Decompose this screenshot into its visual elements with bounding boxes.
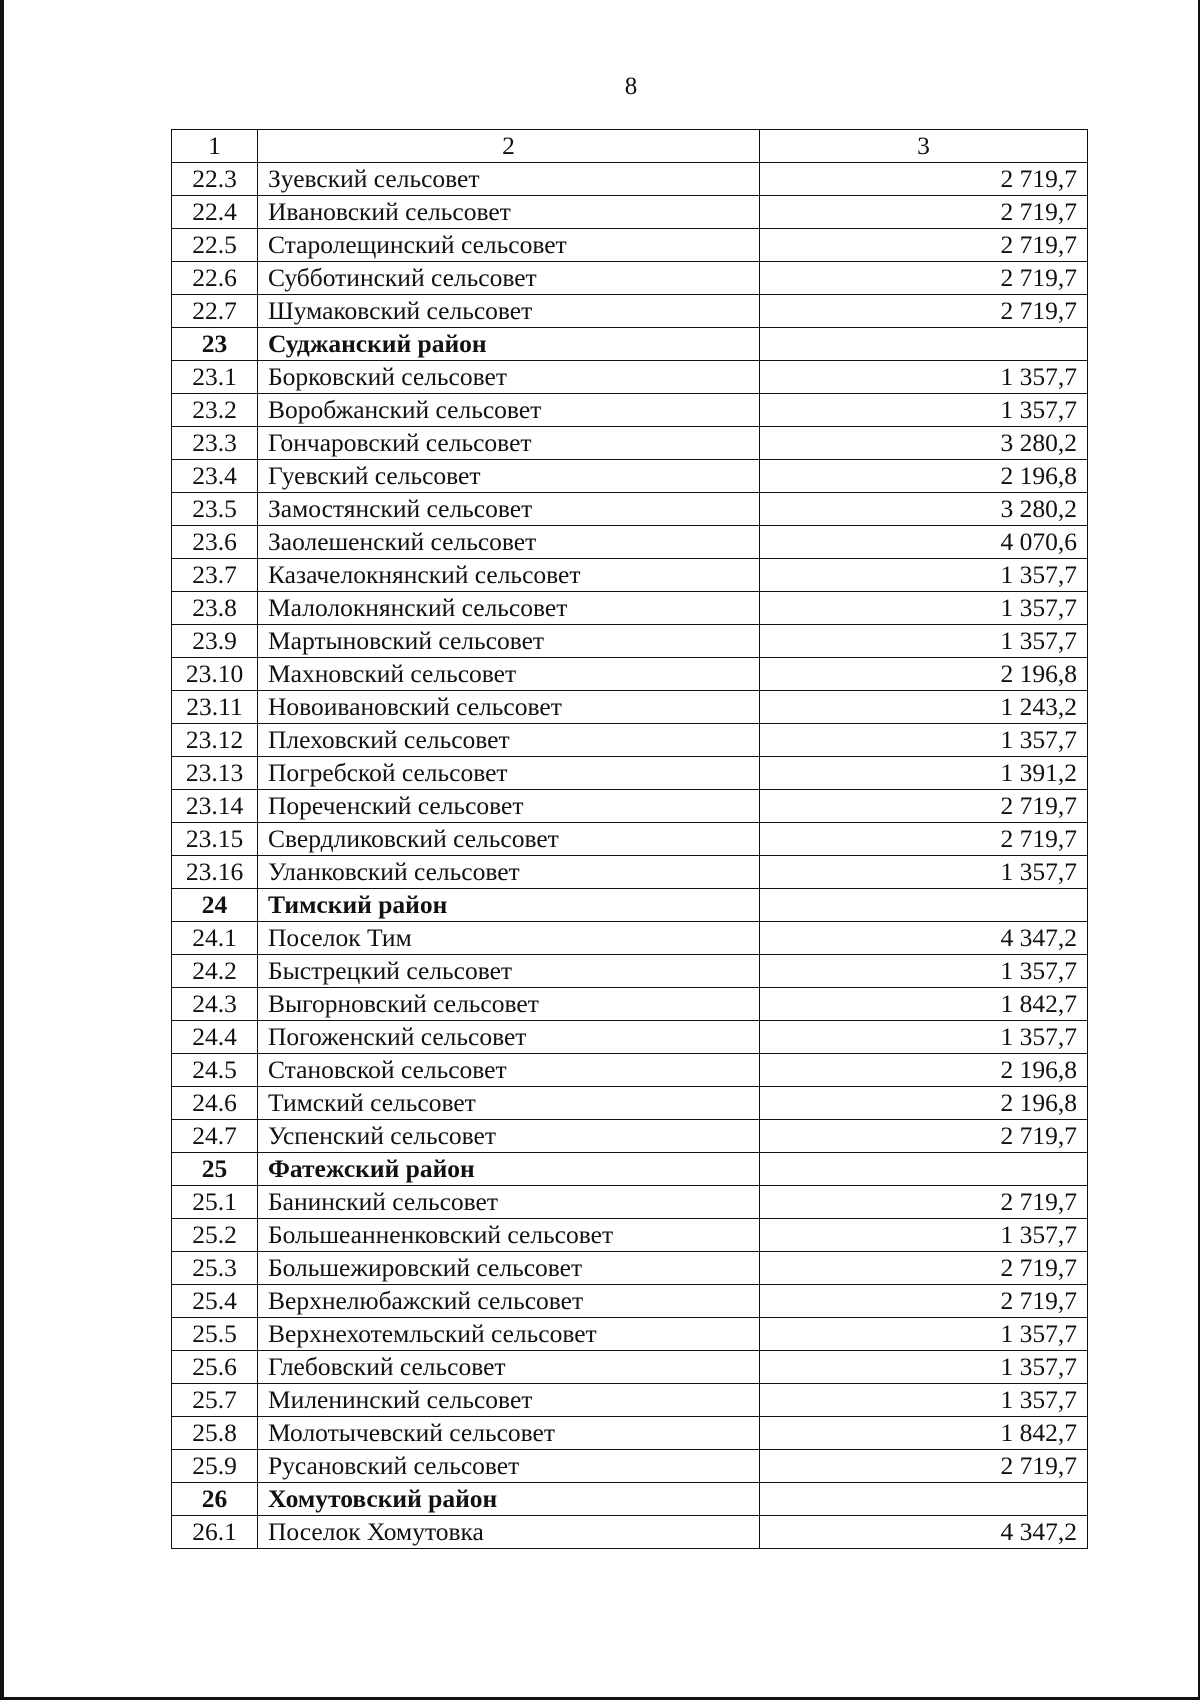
row-value: 4 347,2	[760, 1516, 1088, 1549]
row-value: 2 719,7	[760, 262, 1088, 295]
row-value: 2 719,7	[760, 1450, 1088, 1483]
settlement-name: Мартыновский сельсовет	[258, 625, 760, 658]
header-col-name: 2	[258, 130, 760, 163]
row-number: 23.5	[172, 493, 258, 526]
row-number: 23.8	[172, 592, 258, 625]
table-row	[172, 427, 1088, 460]
table-row	[172, 724, 1088, 757]
row-number: 23.10	[172, 658, 258, 691]
row-value: 1 357,7	[760, 592, 1088, 625]
row-value	[760, 1483, 1088, 1516]
row-number: 23.7	[172, 559, 258, 592]
settlement-name: Глебовский сельсовет	[258, 1351, 760, 1384]
settlement-name: Гуевский сельсовет	[258, 460, 760, 493]
settlement-name: Поселок Хомутовка	[258, 1516, 760, 1549]
row-value	[760, 1153, 1088, 1186]
settlement-name: Гончаровский сельсовет	[258, 427, 760, 460]
table-row	[172, 592, 1088, 625]
row-number: 22.3	[172, 163, 258, 196]
row-number: 25.2	[172, 1219, 258, 1252]
row-number: 25.3	[172, 1252, 258, 1285]
row-value: 1 357,7	[760, 1219, 1088, 1252]
settlement-name: Уланковский сельсовет	[258, 856, 760, 889]
row-value: 2 719,7	[760, 790, 1088, 823]
row-value: 1 357,7	[760, 724, 1088, 757]
row-number: 23.4	[172, 460, 258, 493]
row-value: 1 357,7	[760, 1318, 1088, 1351]
row-number: 25.4	[172, 1285, 258, 1318]
settlement-name: Борковский сельсовет	[258, 361, 760, 394]
table-row	[172, 295, 1088, 328]
settlement-name: Русановский сельсовет	[258, 1450, 760, 1483]
district-row	[172, 1153, 1088, 1186]
settlement-name: Зуевский сельсовет	[258, 163, 760, 196]
table-row	[172, 163, 1088, 196]
row-number: 24.1	[172, 922, 258, 955]
row-value: 2 719,7	[760, 229, 1088, 262]
row-value: 2 196,8	[760, 1054, 1088, 1087]
row-value: 2 719,7	[760, 1285, 1088, 1318]
row-value: 2 719,7	[760, 1186, 1088, 1219]
row-value: 2 719,7	[760, 823, 1088, 856]
settlement-name: Миленинский сельсовет	[258, 1384, 760, 1417]
row-number: 23.6	[172, 526, 258, 559]
row-value: 3 280,2	[760, 427, 1088, 460]
header-col-number: 1	[172, 130, 258, 163]
row-value: 1 357,7	[760, 1384, 1088, 1417]
district-name: Тимский район	[258, 889, 760, 922]
settlement-name: Новоивановский сельсовет	[258, 691, 760, 724]
settlement-name: Погребской сельсовет	[258, 757, 760, 790]
row-value: 1 357,7	[760, 1021, 1088, 1054]
settlement-name: Большеанненковский сельсовет	[258, 1219, 760, 1252]
row-number: 22.7	[172, 295, 258, 328]
table-row	[172, 493, 1088, 526]
row-value	[760, 328, 1088, 361]
row-number: 25.7	[172, 1384, 258, 1417]
table-row	[172, 1120, 1088, 1153]
table-row	[172, 823, 1088, 856]
settlement-name: Верхнелюбажский сельсовет	[258, 1285, 760, 1318]
table-row	[172, 559, 1088, 592]
row-value: 1 357,7	[760, 1351, 1088, 1384]
row-number: 23.3	[172, 427, 258, 460]
settlement-name: Заолешенский сельсовет	[258, 526, 760, 559]
row-value: 3 280,2	[760, 493, 1088, 526]
row-number: 23.9	[172, 625, 258, 658]
table-row	[172, 1318, 1088, 1351]
table-row	[172, 691, 1088, 724]
settlement-name: Пореченский сельсовет	[258, 790, 760, 823]
row-value: 1 357,7	[760, 955, 1088, 988]
row-number: 24.2	[172, 955, 258, 988]
row-number: 24.3	[172, 988, 258, 1021]
table-row	[172, 1516, 1088, 1549]
row-number: 23.13	[172, 757, 258, 790]
row-number: 23	[172, 328, 258, 361]
settlement-name: Шумаковский сельсовет	[258, 295, 760, 328]
row-number: 25.8	[172, 1417, 258, 1450]
allocation-table	[171, 129, 1088, 1549]
settlement-name: Замостянский сельсовет	[258, 493, 760, 526]
table-row	[172, 790, 1088, 823]
table-row	[172, 460, 1088, 493]
row-number: 22.6	[172, 262, 258, 295]
row-value: 2 719,7	[760, 163, 1088, 196]
settlement-name: Махновский сельсовет	[258, 658, 760, 691]
row-number: 24	[172, 889, 258, 922]
table-row	[172, 988, 1088, 1021]
settlement-name: Верхнехотемльский сельсовет	[258, 1318, 760, 1351]
page-number: 8	[624, 73, 638, 100]
row-number: 24.5	[172, 1054, 258, 1087]
table-body	[172, 130, 1088, 1549]
row-number: 22.4	[172, 196, 258, 229]
row-number: 26	[172, 1483, 258, 1516]
row-number: 23.1	[172, 361, 258, 394]
settlement-name: Казачелокнянский сельсовет	[258, 559, 760, 592]
row-value: 1 391,2	[760, 757, 1088, 790]
settlement-name: Ивановский сельсовет	[258, 196, 760, 229]
row-value: 1 243,2	[760, 691, 1088, 724]
row-value: 2 719,7	[760, 1120, 1088, 1153]
settlement-name: Быстрецкий сельсовет	[258, 955, 760, 988]
table-row	[172, 1417, 1088, 1450]
settlement-name: Старолещинский сельсовет	[258, 229, 760, 262]
table-row	[172, 526, 1088, 559]
row-number: 25.1	[172, 1186, 258, 1219]
table-row	[172, 1252, 1088, 1285]
row-number: 25	[172, 1153, 258, 1186]
row-value	[760, 889, 1088, 922]
scan-border-left	[0, 0, 4, 1700]
row-value: 2 196,8	[760, 460, 1088, 493]
row-value: 1 357,7	[760, 394, 1088, 427]
settlement-name: Плеховский сельсовет	[258, 724, 760, 757]
district-name: Хомутовский район	[258, 1483, 760, 1516]
table-row	[172, 955, 1088, 988]
table-row	[172, 1450, 1088, 1483]
table-row	[172, 1384, 1088, 1417]
table-row	[172, 1054, 1088, 1087]
row-value: 4 070,6	[760, 526, 1088, 559]
table-row	[172, 856, 1088, 889]
row-value: 1 842,7	[760, 1417, 1088, 1450]
table-row	[172, 658, 1088, 691]
settlement-name: Молотычевский сельсовет	[258, 1417, 760, 1450]
settlement-name: Большежировский сельсовет	[258, 1252, 760, 1285]
table-row	[172, 757, 1088, 790]
district-row	[172, 1483, 1088, 1516]
table-row	[172, 229, 1088, 262]
table-row	[172, 1186, 1088, 1219]
table-row	[172, 1351, 1088, 1384]
table-row	[172, 1285, 1088, 1318]
row-number: 24.7	[172, 1120, 258, 1153]
table-header-row	[172, 130, 1088, 163]
table-row	[172, 625, 1088, 658]
table-row	[172, 394, 1088, 427]
row-number: 23.16	[172, 856, 258, 889]
row-value: 1 357,7	[760, 361, 1088, 394]
row-number: 23.15	[172, 823, 258, 856]
row-number: 25.5	[172, 1318, 258, 1351]
settlement-name: Успенский сельсовет	[258, 1120, 760, 1153]
district-name: Фатежский район	[258, 1153, 760, 1186]
row-number: 23.2	[172, 394, 258, 427]
district-row	[172, 328, 1088, 361]
row-value: 4 347,2	[760, 922, 1088, 955]
row-number: 23.12	[172, 724, 258, 757]
district-row	[172, 889, 1088, 922]
row-value: 1 357,7	[760, 625, 1088, 658]
row-value: 2 719,7	[760, 295, 1088, 328]
table-row	[172, 262, 1088, 295]
row-number: 22.5	[172, 229, 258, 262]
settlement-name: Тимский сельсовет	[258, 1087, 760, 1120]
row-number: 25.6	[172, 1351, 258, 1384]
row-number: 23.11	[172, 691, 258, 724]
row-value: 1 357,7	[760, 856, 1088, 889]
settlement-name: Выгорновский сельсовет	[258, 988, 760, 1021]
settlement-name: Малолокнянский сельсовет	[258, 592, 760, 625]
header-col-value: 3	[760, 130, 1088, 163]
row-value: 1 357,7	[760, 559, 1088, 592]
settlement-name: Субботинский сельсовет	[258, 262, 760, 295]
table-row	[172, 1021, 1088, 1054]
row-number: 24.6	[172, 1087, 258, 1120]
row-number: 24.4	[172, 1021, 258, 1054]
settlement-name: Становской сельсовет	[258, 1054, 760, 1087]
row-value: 2 719,7	[760, 196, 1088, 229]
table-row	[172, 196, 1088, 229]
row-value: 2 719,7	[760, 1252, 1088, 1285]
table-row	[172, 1087, 1088, 1120]
row-number: 23.14	[172, 790, 258, 823]
settlement-name: Воробжанский сельсовет	[258, 394, 760, 427]
row-value: 2 196,8	[760, 658, 1088, 691]
row-number: 25.9	[172, 1450, 258, 1483]
settlement-name: Погоженский сельсовет	[258, 1021, 760, 1054]
settlement-name: Банинский сельсовет	[258, 1186, 760, 1219]
settlement-name: Поселок Тим	[258, 922, 760, 955]
table-row	[172, 361, 1088, 394]
settlement-name: Свердликовский сельсовет	[258, 823, 760, 856]
row-number: 26.1	[172, 1516, 258, 1549]
row-value: 2 196,8	[760, 1087, 1088, 1120]
table-row	[172, 922, 1088, 955]
district-name: Суджанский район	[258, 328, 760, 361]
table-row	[172, 1219, 1088, 1252]
row-value: 1 842,7	[760, 988, 1088, 1021]
